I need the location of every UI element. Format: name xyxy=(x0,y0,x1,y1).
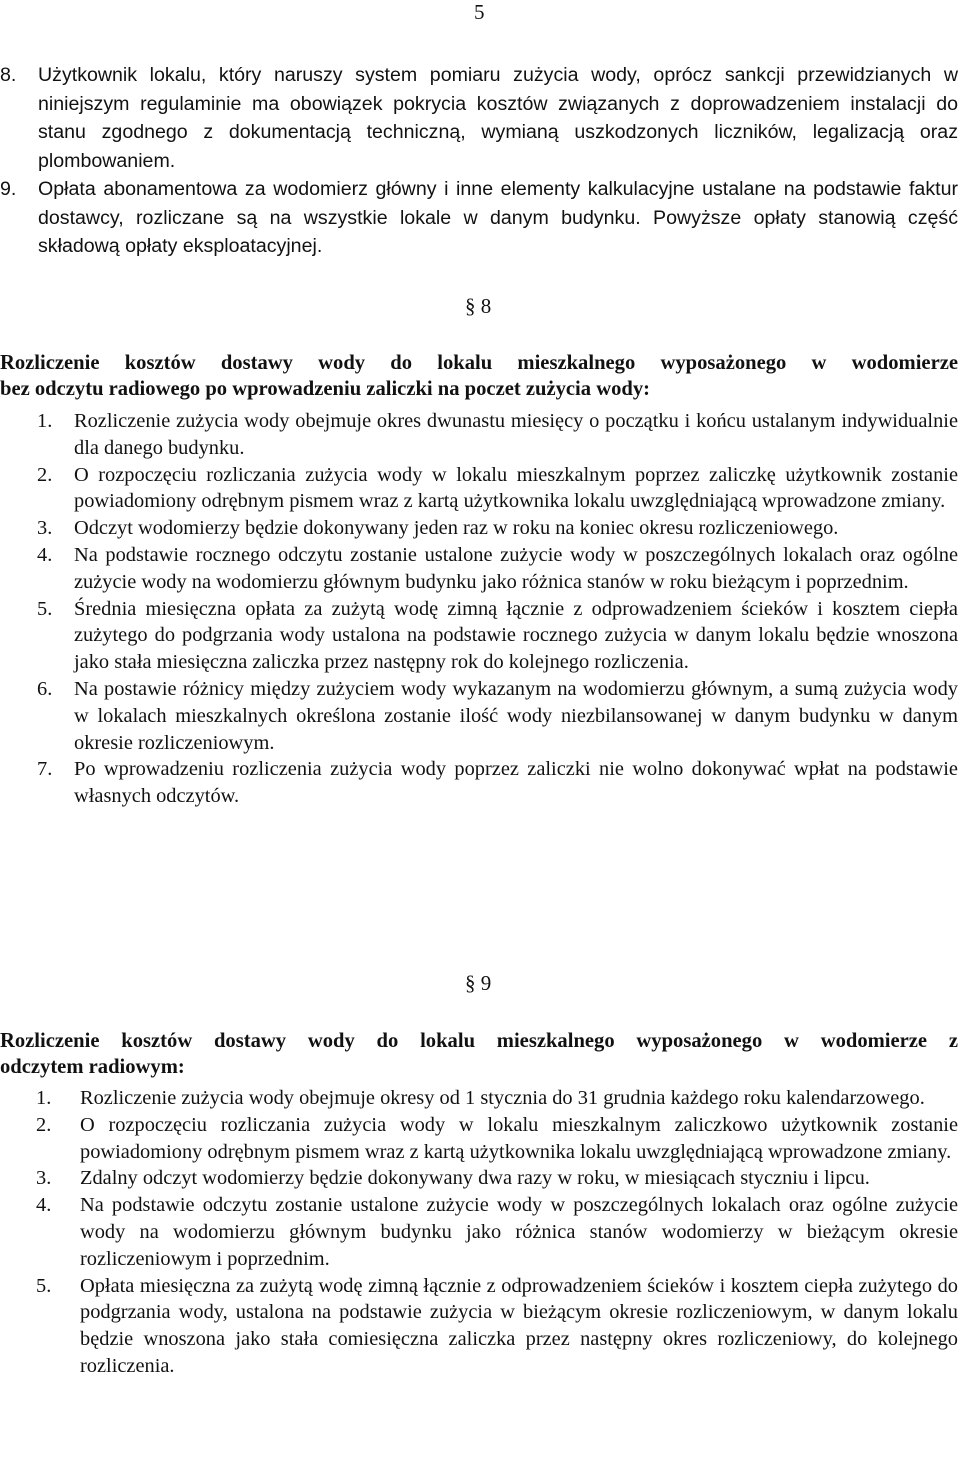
item-number: 8. xyxy=(0,64,17,86)
item-number: 5. xyxy=(36,1274,52,1297)
list-item xyxy=(0,596,958,676)
item-number: 9. xyxy=(0,178,17,200)
list-item xyxy=(0,1165,958,1192)
item-number: 3. xyxy=(36,1167,52,1190)
section-8-heading xyxy=(0,350,958,402)
item-number: 4. xyxy=(37,543,53,566)
item-text: O rozpoczęciu rozliczania zużycia wody w lokalu mieszkalnym poprzez zaliczkę użytkownik zostanie powiadomiony odrębnym pismem wraz z kartą użytkownika lokalu uwzględniającą wprowadzone zmiany. xyxy=(74,463,958,513)
list-item xyxy=(0,175,958,261)
item-text: Opłata miesięczna za zużytą wodę zimną łącznie z odprowadzeniem ścieków i kosztem ciepła zużytego do podgrzania wody, ustalona na podstawie zużycia w bieżącym okresie rozliczeniowym, w danym lokalu będzie wnoszona jako stała comiesięczna zaliczka przez następny okres rozliczeniowy, do kolejnego rozliczenia. xyxy=(80,1274,958,1377)
list-item xyxy=(0,542,958,596)
item-number: 1. xyxy=(37,410,53,432)
list-item xyxy=(0,1112,958,1166)
section-9-mark: § 9 xyxy=(465,971,492,995)
list-item xyxy=(0,756,958,810)
section-9-heading-line1: Rozliczenie kosztów dostawy wody do lokalu mieszkalnego wyposażonego w wodomierze z xyxy=(0,1030,958,1052)
page-number: 5 xyxy=(474,0,485,24)
item-text: Na podstawie odczytu zostanie ustalone zużycie wody w poszczególnych lokalach oraz ogólne zużycie wody na wodomierzu głównym budynku jako różnica stanów wodomierzy w bieżącym okresie rozliczeniowym i poprzednim. xyxy=(80,1194,958,1270)
item-text: Po wprowadzeniu rozliczenia zużycia wody poprzez zaliczki nie wolno dokonywać wpłat na podstawie własnych odczytów. xyxy=(74,758,958,808)
item-text: Zdalny odczyt wodomierzy będzie dokonywany dwa razy w roku, w miesiącach styczniu i lipcu. xyxy=(80,1167,870,1190)
list-item xyxy=(0,462,958,516)
list-item xyxy=(0,1273,958,1380)
item-text: Użytkownik lokalu, który naruszy system pomiaru zużycia wody, oprócz sankcji przewidzianych w niniejszym regulaminie ma obowiązek pokrycia kosztów związanych z doprowadzeniem instalacji do stanu zgodnego z dokumentacją techniczną, wymianą uszkodzonych liczników, legalizacją oraz plombowaniem. xyxy=(38,64,958,172)
list-item xyxy=(0,1192,958,1272)
section-9-heading-line2: odczytem radiowym: xyxy=(0,1056,185,1078)
top-items-list xyxy=(0,61,958,261)
list-item xyxy=(0,515,958,542)
item-text: Rozliczenie zużycia wody obejmuje okresy od 1 stycznia do 31 grudnia każdego roku kalendarzowego. xyxy=(80,1087,925,1109)
item-number: 2. xyxy=(37,463,53,486)
item-number: 3. xyxy=(37,517,53,540)
item-number: 2. xyxy=(36,1113,52,1136)
list-item xyxy=(0,676,958,756)
section-8-mark: § 8 xyxy=(465,294,492,318)
list-item xyxy=(0,1085,958,1112)
item-text: Rozliczenie zużycia wody obejmuje okres dwunastu miesięcy o początku i końcu ustalanym indywidualnie dla danego budynku. xyxy=(74,410,958,459)
item-number: 5. xyxy=(37,597,53,620)
item-text: Średnia miesięczna opłata za zużytą wodę zimną łącznie z odprowadzeniem ścieków i kosztem ciepła zużytego do podgrzania wody ustalona na podstawie rocznego zużycia w danym lokalu będzie wnoszona jako stała miesięczna zaliczka przez następny rok do kolejnego rozliczenia. xyxy=(74,597,958,674)
item-number: 7. xyxy=(37,758,53,781)
section-8-list xyxy=(0,408,958,810)
item-number: 6. xyxy=(37,677,53,700)
section-9-heading xyxy=(0,1028,958,1080)
item-text: O rozpoczęciu rozliczania zużycia wody w lokalu mieszkalnym zaliczkowo użytkownik zostanie powiadomiony odrębnym pismem wraz z kartą użytkownika lokalu uwzględniającą wprowadzone zmiany. xyxy=(80,1113,958,1163)
item-text: Opłata abonamentowa za wodomierz główny i inne elementy kalkulacyjne ustalane na podstawie faktur dostawcy, rozliczane są na wszystkie lokale w danym budynku. Powyższe opłaty stanowią część składową opłaty eksploatacyjnej. xyxy=(38,178,958,257)
item-text: Na postawie różnicy między zużyciem wody wykazanym na wodomierzu głównym, a sumą zużycia wody w lokalach mieszkalnych określona zostanie ilość wody niezbilansowanej w danym budynku w danym okresie rozliczeniowym. xyxy=(74,677,958,754)
list-item xyxy=(0,408,958,462)
section-8-heading-line2: bez odczytu radiowego po wprowadzeniu zaliczki na poczet zużycia wody: xyxy=(0,378,650,400)
item-number: 1. xyxy=(36,1087,52,1109)
section-9-list xyxy=(0,1085,958,1380)
item-number: 4. xyxy=(36,1194,52,1217)
item-text: Na podstawie rocznego odczytu zostanie ustalone zużycie wody w poszczególnych lokalach oraz ogólne zużycie wody na wodomierzu głównym budynku jako różnica stanów w roku bieżącym i poprzednim. xyxy=(74,543,958,593)
list-item xyxy=(0,61,958,175)
item-text: Odczyt wodomierzy będzie dokonywany jeden raz w roku na koniec okresu rozliczeniowego. xyxy=(74,517,839,540)
section-8-heading-line1: Rozliczenie kosztów dostawy wody do lokalu mieszkalnego wyposażonego w wodomierze xyxy=(0,352,958,374)
